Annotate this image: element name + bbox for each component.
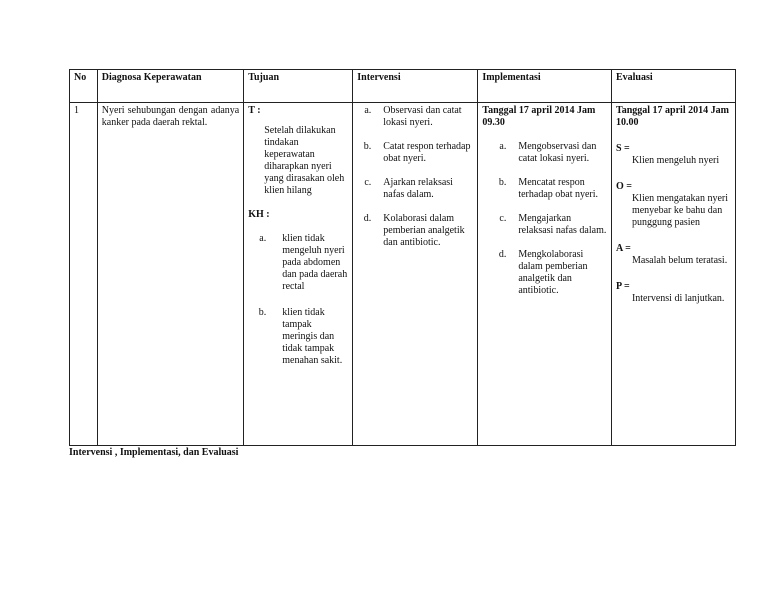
list-text: klien tidak mengeluh nyeri pada abdomen dan pada daerah rectal	[282, 233, 348, 292]
goal-kh-list	[248, 233, 348, 367]
implementation-date: Tanggal 17 april 2014 Jam 09.30	[482, 105, 596, 128]
list-marker: c.	[499, 213, 507, 224]
evaluation-p-text: Intervensi di lanjutkan.	[631, 293, 725, 304]
table-caption: Intervensi , Implementasi, dan Evaluasi	[69, 447, 239, 458]
header-goal: Tujuan	[244, 70, 353, 103]
list-marker: d.	[363, 213, 372, 224]
list-item	[482, 249, 607, 297]
goal-kh-label: KH :	[248, 209, 270, 220]
list-item	[482, 177, 607, 201]
evaluation-o-text: Klien mengatakan nyeri menyebar ke bahu dan punggung pasien	[631, 193, 729, 228]
cell-goal	[244, 103, 353, 446]
cell-implementation	[478, 103, 612, 446]
list-marker: a.	[499, 141, 507, 152]
evaluation-a-text: Masalah belum teratasi.	[631, 255, 728, 266]
list-marker: c.	[364, 177, 372, 188]
header-evaluation: Evaluasi	[611, 70, 735, 103]
list-marker: d.	[498, 249, 507, 260]
cell-no: 1	[70, 103, 98, 446]
list-text: Mencatat respon terhadap obat nyeri.	[518, 177, 599, 200]
list-item	[357, 105, 473, 129]
list-text: Ajarkan relaksasi nafas dalam.	[383, 177, 453, 200]
list-marker: a.	[364, 105, 372, 116]
header-diagnosis: Diagnosa Keperawatan	[97, 70, 243, 103]
table-row	[70, 103, 736, 446]
list-marker: a.	[259, 233, 267, 244]
list-item	[248, 233, 348, 293]
goal-t-label: T :	[248, 105, 261, 116]
evaluation-s-label: S =	[615, 143, 630, 154]
list-text: klien tidak tampak meringis dan tidak tampak menahan sakit.	[282, 307, 343, 366]
cell-diagnosis: Nyeri sehubungan dengan adanya kanker pada daerah rektal.	[97, 103, 243, 446]
list-text: Kolaborasi dalam pemberian analgetik dan antibiotic.	[383, 213, 465, 248]
header-intervention: Intervensi	[353, 70, 478, 103]
header-no: No	[70, 70, 98, 103]
list-item	[482, 141, 607, 165]
list-item	[482, 213, 607, 237]
evaluation-date: Tanggal 17 april 2014 Jam 10.00	[615, 105, 729, 128]
list-text: Mengobservasi dan catat lokasi nyeri.	[518, 141, 597, 164]
implementation-list	[482, 141, 607, 297]
list-marker: b.	[363, 141, 372, 152]
cell-evaluation	[611, 103, 735, 446]
cell-intervention	[353, 103, 478, 446]
header-row	[70, 70, 736, 103]
care-plan-table	[69, 69, 736, 446]
list-item	[357, 213, 473, 249]
intervention-list	[357, 105, 473, 249]
evaluation-a-label: A =	[615, 243, 631, 254]
list-marker: b.	[258, 307, 267, 318]
evaluation-p-label: P =	[615, 281, 630, 292]
list-item	[357, 141, 473, 165]
list-item	[357, 177, 473, 201]
goal-t-text: Setelah dilakukan tindakan keperawatan diharapkan nyeri yang dirasakan oleh klien hilang	[264, 125, 345, 196]
list-marker: b.	[498, 177, 507, 188]
evaluation-s-text: Klien mengeluh nyeri	[631, 155, 720, 166]
evaluation-o-label: O =	[615, 181, 632, 192]
header-implementation: Implementasi	[478, 70, 612, 103]
list-text: Observasi dan catat lokasi nyeri.	[383, 105, 462, 128]
list-text: Catat respon terhadap obat nyeri.	[383, 141, 471, 164]
list-text: Mengajarkan relaksasi nafas dalam.	[518, 213, 607, 236]
list-item	[248, 307, 348, 367]
list-text: Mengkolaborasi dalam pemberian analgetik dan antibiotic.	[518, 249, 588, 296]
